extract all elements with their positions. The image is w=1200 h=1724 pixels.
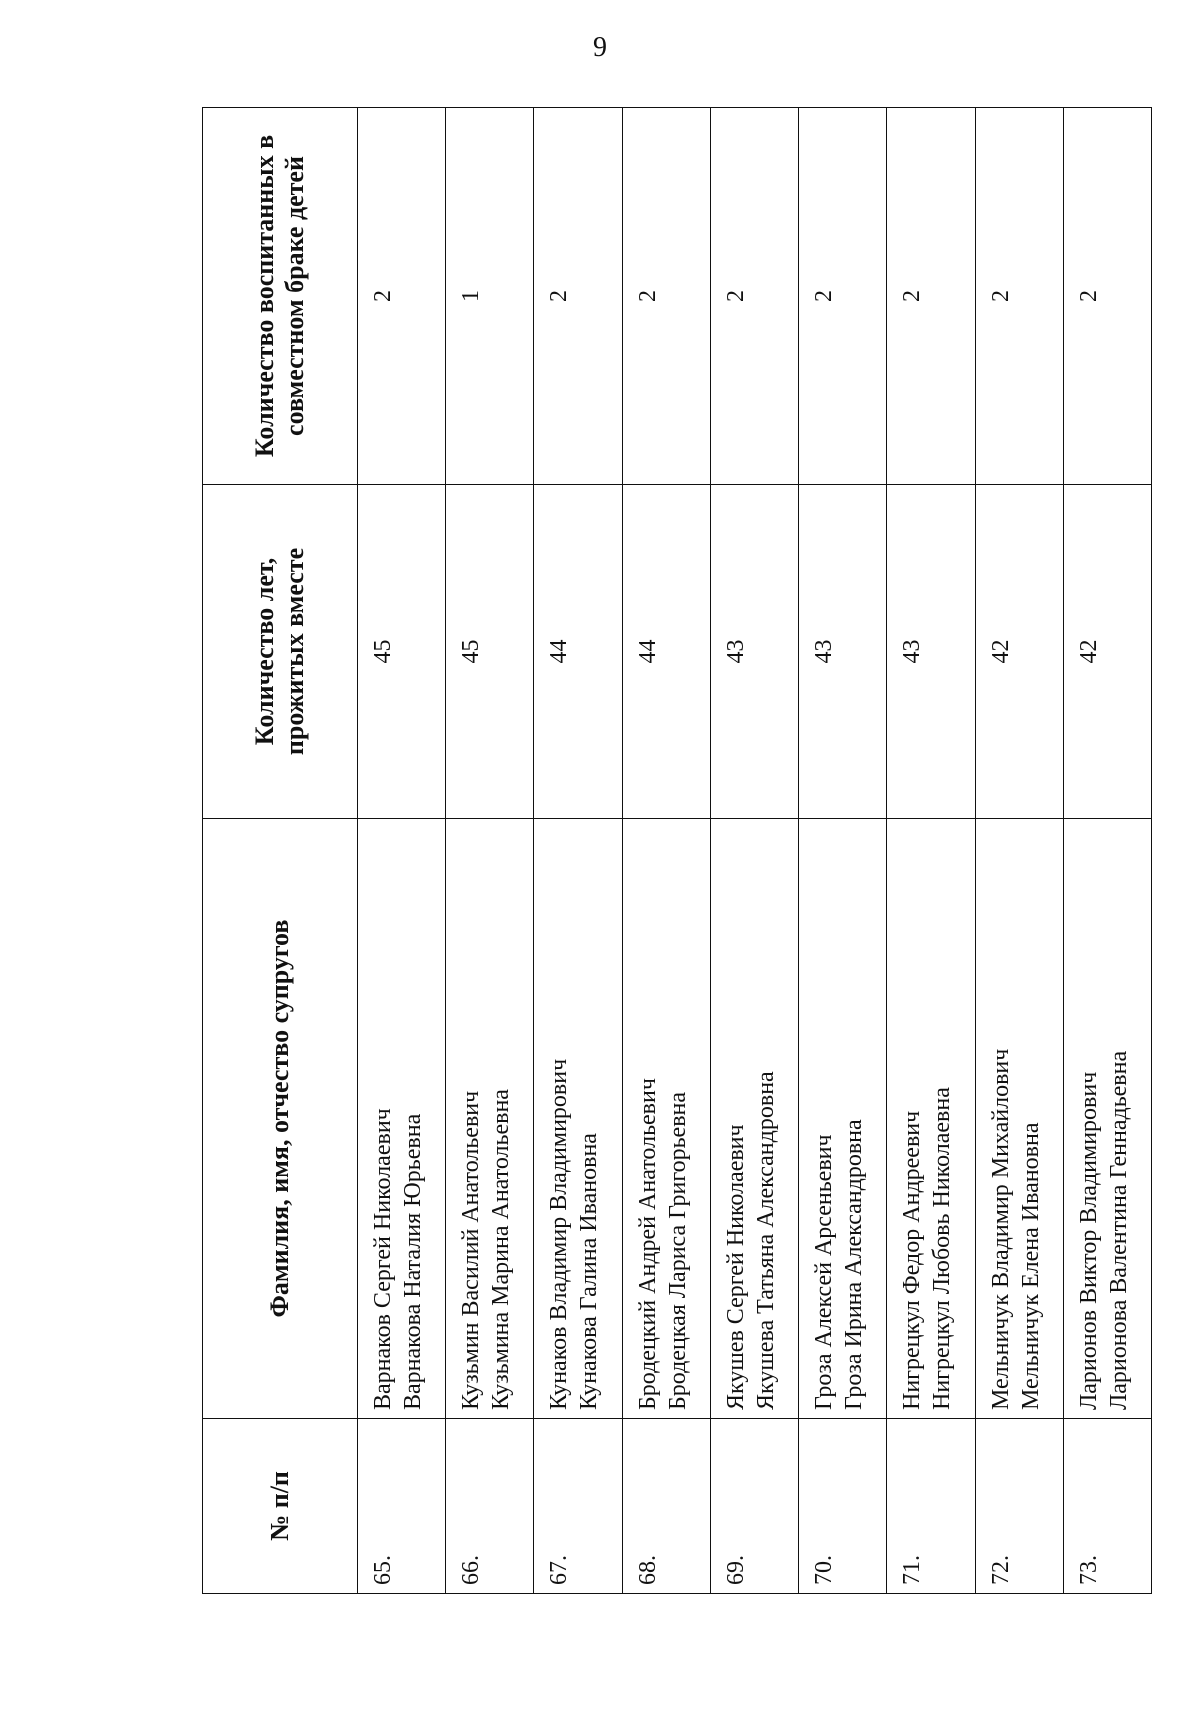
- wife-name: Гроза Ирина Александровна: [841, 1119, 868, 1410]
- husband-name: Бродецкий Андрей Анатольевич: [634, 1078, 661, 1410]
- page-number: 9: [593, 32, 607, 63]
- children-count: 2: [358, 108, 446, 485]
- row-number: 72.: [975, 1419, 1063, 1594]
- children-count: 2: [622, 108, 710, 485]
- couples-table: [202, 107, 1152, 1594]
- years-together: 43: [799, 485, 887, 819]
- years-together: 44: [622, 485, 710, 819]
- husband-name: Якушев Сергей Николаевич: [722, 1124, 749, 1410]
- row-number: 67.: [534, 1419, 622, 1594]
- spouses-names: [534, 819, 622, 1419]
- spouses-names: [710, 819, 798, 1419]
- spouses-names: [975, 819, 1063, 1419]
- wife-name: Кунакова Галина Ивановна: [576, 1133, 603, 1410]
- children-count: 2: [534, 108, 622, 485]
- years-together: 43: [887, 485, 975, 819]
- husband-name: Кузьмин Василий Анатольевич: [458, 1090, 485, 1410]
- children-count: 2: [887, 108, 975, 485]
- row-number: 71.: [887, 1419, 975, 1594]
- years-together: 44: [534, 485, 622, 819]
- wife-name: Мельничук Елена Ивановна: [1017, 1122, 1044, 1410]
- husband-name: Ларионов Виктор Владимирович: [1075, 1071, 1102, 1410]
- table-row: [799, 108, 887, 1594]
- spouses-names: [799, 819, 887, 1419]
- years-together: 45: [358, 485, 446, 819]
- years-together: 45: [446, 485, 534, 819]
- header-names: Фамилия, имя, отчество супругов: [203, 819, 358, 1419]
- header-years: Количество лет, прожитых вместе: [203, 485, 358, 819]
- table-row: [622, 108, 710, 1594]
- husband-name: Варнаков Сергей Николаевич: [370, 1108, 396, 1410]
- table-row: [975, 108, 1063, 1594]
- spouses-names: [446, 819, 534, 1419]
- years-together: 43: [710, 485, 798, 819]
- husband-name: Нигрецкул Федор Андреевич: [899, 1110, 926, 1410]
- children-count: 2: [710, 108, 798, 485]
- row-number: 66.: [446, 1419, 534, 1594]
- couples-table-container: [202, 108, 1152, 1594]
- header-row: [203, 108, 358, 1594]
- row-number: 69.: [710, 1419, 798, 1594]
- row-number: 73.: [1063, 1419, 1151, 1594]
- spouses-names: [622, 819, 710, 1419]
- children-count: 2: [975, 108, 1063, 485]
- table-body: [358, 108, 1152, 1594]
- row-number: 65.: [358, 1419, 446, 1594]
- header-num: № п/п: [203, 1419, 358, 1594]
- rotated-table-wrapper: [202, 108, 1152, 1594]
- table-row: [358, 108, 446, 1594]
- header-children: Количество воспитанных в совместном браке детей: [203, 108, 358, 485]
- row-number: 70.: [799, 1419, 887, 1594]
- table-row: [446, 108, 534, 1594]
- children-count: 2: [1063, 108, 1151, 485]
- children-count: 2: [799, 108, 887, 485]
- wife-name: Якушева Татьяна Александровна: [752, 1071, 779, 1410]
- spouses-names: [1063, 819, 1151, 1419]
- wife-name: Ларионова Валентина Геннадьевна: [1105, 1050, 1132, 1410]
- children-count: 1: [446, 108, 534, 485]
- years-together: 42: [1063, 485, 1151, 819]
- row-number: 68.: [622, 1419, 710, 1594]
- wife-name: Нигрецкул Любовь Николаевна: [929, 1087, 956, 1410]
- years-together: 42: [975, 485, 1063, 819]
- spouses-names: [887, 819, 975, 1419]
- table-row: [1063, 108, 1151, 1594]
- wife-name: Варнакова Наталия Юрьевна: [400, 1113, 426, 1410]
- wife-name: Кузьмина Марина Анатольевна: [488, 1089, 515, 1410]
- husband-name: Кунаков Владимир Владимирович: [546, 1058, 573, 1410]
- husband-name: Мельничук Владимир Михайлович: [987, 1048, 1014, 1410]
- husband-name: Гроза Алексей Арсеньевич: [811, 1134, 838, 1410]
- table-row: [710, 108, 798, 1594]
- wife-name: Бродецкая Лариса Григорьевна: [664, 1091, 691, 1410]
- spouses-names: [358, 819, 446, 1419]
- table-row: [534, 108, 622, 1594]
- table-row: [887, 108, 975, 1594]
